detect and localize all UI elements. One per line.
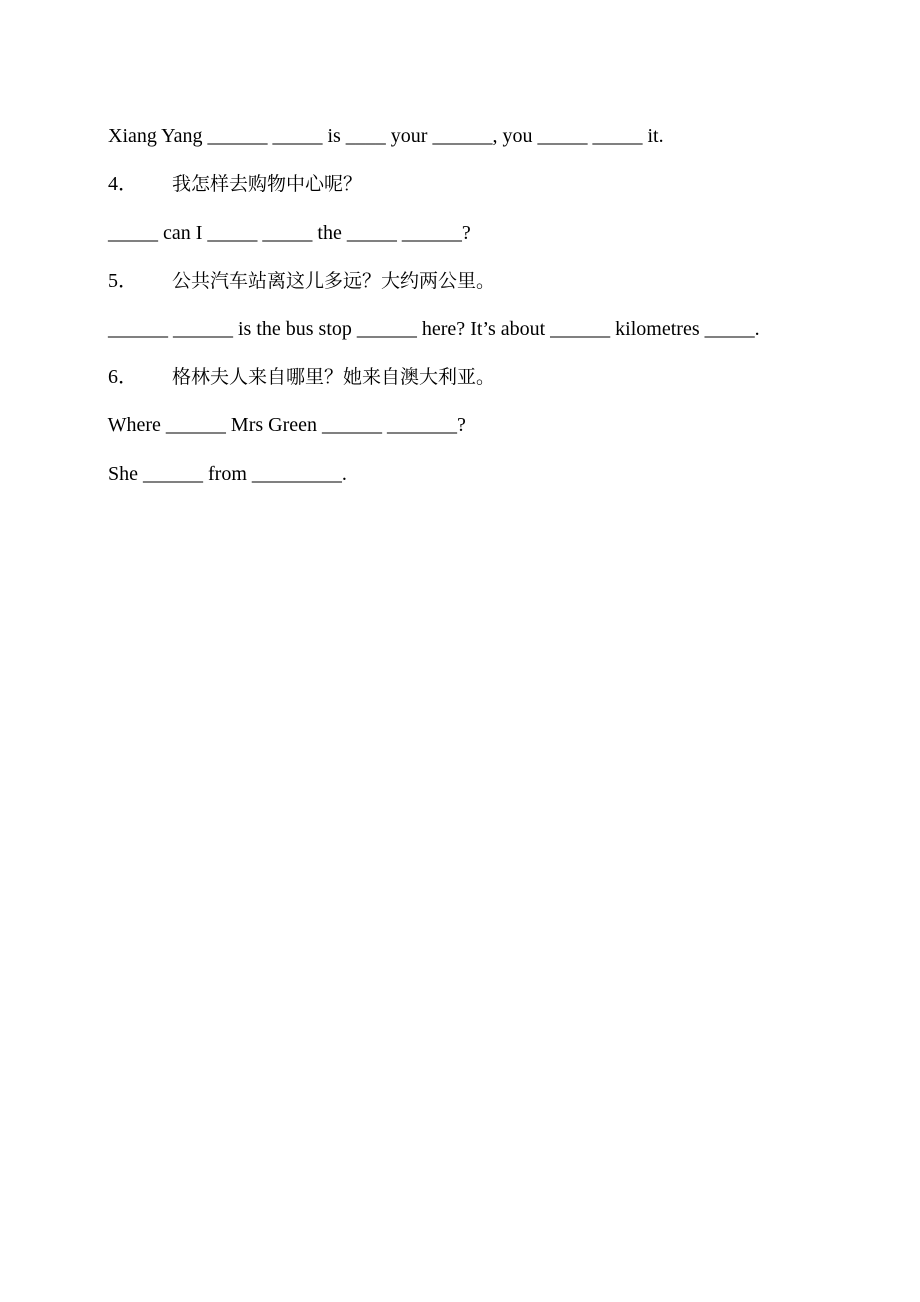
fill-in-sentence: ______ ______ is the bus stop ______ here? It’s about ______ kilometres _____. [108,318,760,340]
fill-in-sentence: She ______ from _________. [108,463,347,485]
question-number: 5． [108,270,138,292]
fill-in-sentence: _____ can I _____ _____ the _____ ______? [108,222,471,244]
chinese-prompt: 我怎样去购物中心呢？ [172,173,363,195]
chinese-prompt: 公共汽车站离这儿多远？大约两公里。 [172,270,496,292]
question-number: 6． [108,366,138,388]
fill-in-sentence: Where ______ Mrs Green ______ _______? [107,414,466,436]
question-number: 4． [108,173,138,195]
question-6-answer-2 [88,438,347,510]
sentence-text: Xiang Yang ______ _____ is ____ your ______, you _____ _____ it. [108,125,664,147]
chinese-prompt: 格林夫人来自哪里？她来自澳大利亚。 [172,366,496,388]
